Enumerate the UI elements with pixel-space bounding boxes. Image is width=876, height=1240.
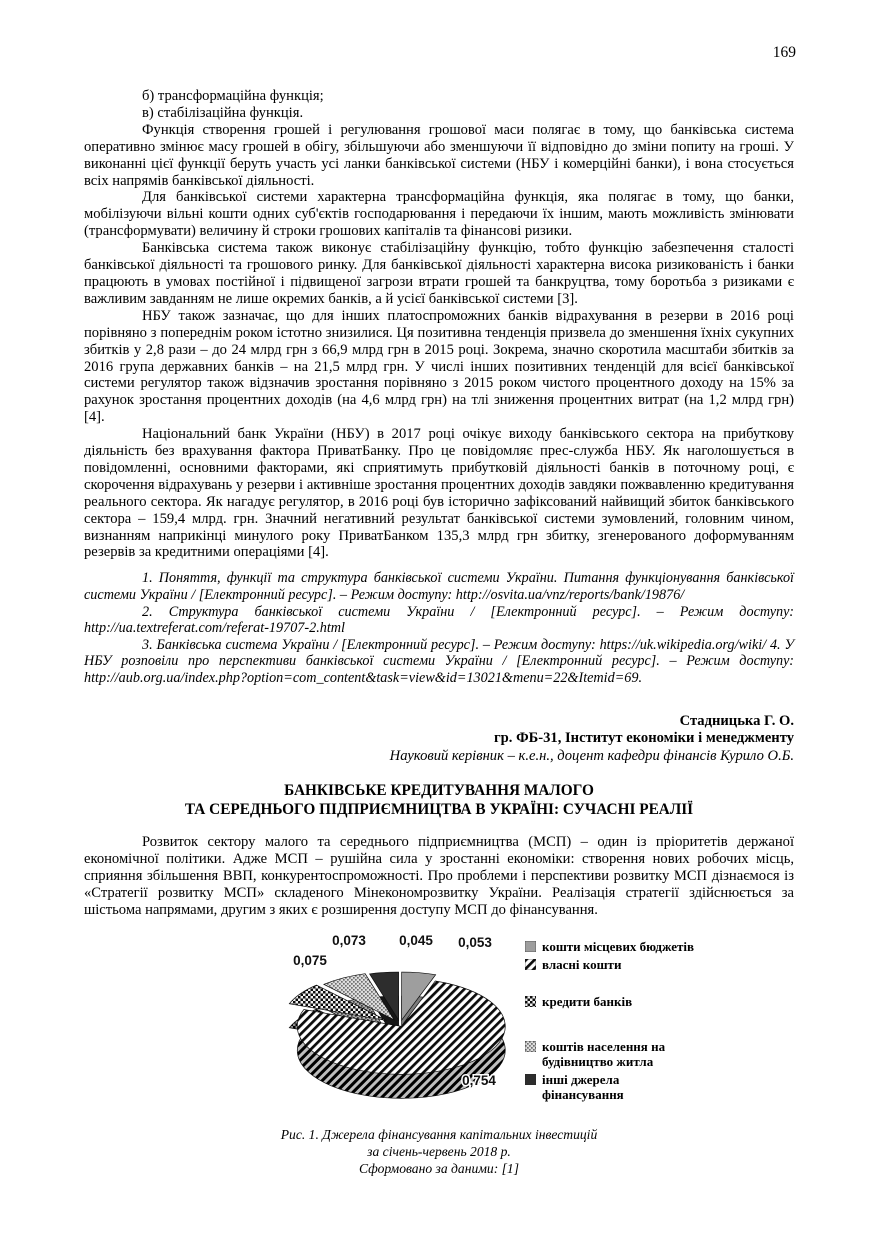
paragraph: Банківська система також виконує стабілізаційну функцію, тобто функцію забезпечення сталості банківської діяльності та грошового ринку. Для банківської діяльності характерна висока ризикованість і банки працюють в умовах постійної і підвищеної загрози втрати грошей та банкруцтва, тому боротьба з ризиками є важливим завданням не лише окремих банків, а й усієї банківської системи [3]. (84, 240, 794, 307)
figure-1 (283, 931, 794, 1124)
legend-swatch-icon (525, 959, 536, 970)
legend-label: власні кошти (542, 956, 622, 972)
legend-label: кредити банків (542, 993, 633, 1009)
legend-item (525, 1039, 703, 1069)
legend-swatch-icon (525, 1074, 536, 1085)
figure-caption-line: Рис. 1. Джерела фінансування капітальних інвестицій (280, 1126, 598, 1142)
legend-item (525, 939, 703, 954)
legend-swatch-icon (525, 941, 536, 952)
pie-value-label: 0,075 (293, 952, 327, 968)
pie-value-label: 0,754 (462, 1072, 496, 1088)
figure-caption-line: Сформовано за даними: [1] (358, 1160, 520, 1176)
paragraph: Функція створення грошей і регулювання грошової маси полягає в тому, що банківська система оперативно змінює масу грошей в обігу, збільшуючи або зменшуючи її відповідно до зміни попиту на гроші. У виконанні цієї функції беруть участь усі ланки банківської системи (НБУ і комерційні банки), і вона стосується всіх напрямів банківської діяльності. (84, 121, 794, 189)
author-block (84, 713, 794, 766)
pie-value-label: 0,045 (399, 932, 433, 948)
figure-caption (84, 1126, 794, 1177)
pie-value-label: 0,073 (332, 932, 366, 948)
chart-legend (525, 931, 703, 1102)
legend-label: кошти місцевих бюджетів (542, 938, 694, 954)
legend-label: коштів населення на будівництво житла (542, 1038, 666, 1069)
figure-caption-line: за січень-червень 2018 р. (367, 1143, 511, 1159)
legend-item (525, 994, 703, 1009)
author-advisor: Науковий керівник – к.е.н., доцент кафедри фінансів Курило О.Б. (389, 747, 794, 764)
article-title (84, 782, 794, 819)
reference-item: 3. Банківська система України / [Електронний ресурс]. – Режим доступу: https://uk.wikipedia.org/wiki/ 4. У НБУ розповіли про перспективи банківської системи України / [Електронний ресурс]. – Режим доступу: http://aub.org.ua/index.php?option=com_content&task=view&id=13021&menu=22&Itemid=69. (84, 636, 794, 686)
legend-label: інші джерела фінансування (542, 1071, 624, 1102)
paragraph: б) трансформаційна функція; (142, 88, 324, 104)
reference-item: 2. Структура банківської системи України / [Електронний ресурс]. – Режим доступу: http://ua.textreferat.com/referat-19707-2.html (84, 603, 794, 637)
paragraph: Для банківської системи характерна трансформаційна функція, яка полягає в тому, що банки, мобілізуючи вільні кошти одних суб'єктів господарювання і передаючи їх іншим, мають можливість змінювати (трансформувати) величину й строки грошових капіталів та фінансові ризики. (84, 189, 794, 240)
intro-paragraph: Розвиток сектору малого та середнього підприємництва (МСП) – один із пріоритетів держаної економічної політики. Адже МСП – рушійна сила у зростанні економіки: створення нових робочих місць, сприяння збільшення ВВП, конкурентоспроможності. Про проблеми і перспективи розвитку МСП дізнаємося із «Стратегії розвитку МСП» складеного Мінекономрозвитку України. Реалізація стратегії здійснюється за шістьома напрямами, другим з яких є розширення доступу МСП до фінансування. (84, 834, 794, 918)
author-name: Стадницька Г. О. (679, 712, 794, 729)
reference-item: 1. Поняття, функції та структура банківської системи України. Питання функціонування банківської системи України / [Електронний ресурс]. – Режим доступу: http://osvita.ua/vnz/reports/bank/19876/ (84, 570, 794, 603)
paragraph: Національний банк України (НБУ) в 2017 році очікує виходу банківського сектора на прибуткову діяльність без врахування фактора ПриватБанку. Про це повідомляє прес-служба НБУ. Як наголошується в повідомленні, основними факторами, які сприятимуть прибутковій діяльності банків в поточному році, є скорочення відрахувань у резерви і активніше зростання процентних доходів завдяки пожвавленню кредитування реального сектора. Як нагадує регулятор, в 2016 році був історично зафіксований найвищий збиток банківського сектора – 159,4 млрд. грн. Значний негативний результат банківської системи зумовлений, головним чином, визнанням наприкінці минулого року ПриватБанком 135,3 млрд грн збитку, згенерованого доформуванням резервів за кредитними операціями [4]. (84, 426, 794, 561)
paragraph: в) стабілізаційна функція. (142, 104, 304, 121)
pie-chart (283, 931, 513, 1124)
legend-swatch-icon (525, 1041, 536, 1052)
legend-swatch-icon (525, 996, 536, 1007)
pie-chart-svg (283, 931, 513, 1119)
page-number: 169 (772, 44, 796, 61)
pie-value-label: 0,053 (458, 934, 492, 950)
legend-item (525, 1072, 703, 1102)
author-affiliation: гр. ФБ-31, Інститут економіки і менеджменту (494, 730, 794, 747)
references-list (84, 570, 794, 686)
article-title-line1: БАНКІВСЬКЕ КРЕДИТУВАННЯ МАЛОГО (284, 782, 594, 800)
paragraph: НБУ також зазначає, що для інших платоспроможних банків відрахування в резерви в 2016 році порівняно з попереднім роком істотно знизилися. Ця позитивна тенденція призвела до зменшення їхніх сукупних збитків у 2,8 рази – до 24 млрд грн з 66,9 млрд грн в 2015 році. Зокрема, значно скоротила масштаби збитків за 2016 група державних банків – на 21,5 млрд грн. У числі інших позитивних тенденцій для всієї банківської системи регулятор також відзначив зростання порівняно з 2015 роком чистого процентного доходу на 15% за рахунок зростання процентних доходів (на 4,6 млрд грн) на тлі зниження процентних витрат (на 1,2 млрд грн) [4]. (84, 307, 794, 426)
article-title-line2: ТА СЕРЕДНЬОГО ПІДПРИЄМНИЦТВА В УКРАЇНІ: СУЧАСНІ РЕАЛІЇ (184, 800, 694, 818)
legend-item (525, 957, 703, 972)
